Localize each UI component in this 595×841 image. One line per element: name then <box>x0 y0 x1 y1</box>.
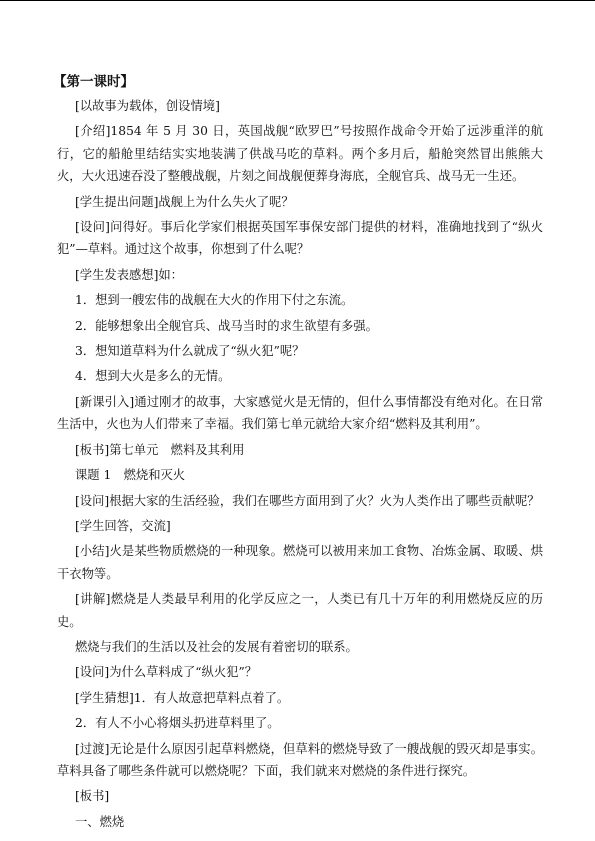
paragraph: [介绍]1854 年 5 月 30 日，英国战舰“欧罗巴”号按照作战命令开始了远涉重洋的航行，它的船舱里结结实实地装满了供战马吃的草料。两个多月后，船舱突然冒出熊熊大火，大火迅速吞没了整艘战舰，片刻之间战舰便葬身海底，全舰官兵、战马无一生还。 <box>57 124 543 184</box>
paragraph: [学生发表感想]如： <box>75 267 183 282</box>
paragraph: [学生回答，交流] <box>75 518 171 533</box>
section-heading: 一、燃烧 <box>75 814 125 829</box>
list-item: 2．有人不小心将烟头扔进草料里了。 <box>75 716 280 731</box>
list-item: 2．能够想象出全舰官兵、战马当时的求生欲望有多强。 <box>75 318 378 333</box>
top-border-line <box>0 0 595 1</box>
list-item: 4．想到大火是多么的无情。 <box>75 369 231 384</box>
paragraph: [设问]为什么草料成了“纵火犯”？ <box>75 665 258 680</box>
document-body <box>53 71 543 836</box>
paragraph: [学生猜想]1．有人故意把草料点着了。 <box>75 690 290 705</box>
board-note: [板书]第七单元 燃料及其利用 <box>75 442 245 457</box>
list-item: 3．想知道草料为什么就成了“纵火犯”呢？ <box>75 344 305 359</box>
lesson-title: 课题 1 燃烧和灭火 <box>75 468 186 483</box>
paragraph: [新课引入]通过刚才的故事，大家感觉火是无情的，但什么事情都没有绝对化。在日常生活中，火也为人们带来了幸福。我们第七单元就给大家介绍“燃料及其利用”。 <box>57 394 543 432</box>
board-note: [板书] <box>75 789 110 804</box>
list-item: 1．想到一艘宏伟的战舰在大火的作用下付之东流。 <box>75 293 354 308</box>
lesson-heading: 【第一课时】 <box>53 74 134 90</box>
paragraph: [讲解]燃烧是人类最早利用的化学反应之一，人类已有几十万年的利用燃烧反应的历史。 <box>57 592 543 629</box>
paragraph: [学生提出问题]战舰上为什么失火了呢？ <box>75 194 294 209</box>
paragraph: 燃烧与我们的生活以及社会的发展有着密切的联系。 <box>75 639 358 654</box>
paragraph: [设问]根据大家的生活经验，我们在哪些方面用到了火？火为人类作出了哪些贡献呢？ <box>75 493 540 508</box>
paragraph: [过渡]无论是什么原因引起草料燃烧，但草料的燃烧导致了一艘战舰的毁灭却是事实。草料具备了哪些条件就可以燃烧呢？下面，我们就来对燃烧的条件进行探究。 <box>57 741 543 778</box>
paragraph: [设问]问得好。事后化学家们根据英国军事保安部门提供的材料，准确地找到了“纵火犯”—草料。通过这个故事，你想到了什么呢？ <box>57 220 543 257</box>
paragraph: [以故事为载体，创设情境] <box>75 99 220 113</box>
paragraph: [小结]火是某些物质燃烧的一种现象。燃烧可以被用来加工食物、冶炼金属、取暖、烘干衣物等。 <box>57 544 543 581</box>
